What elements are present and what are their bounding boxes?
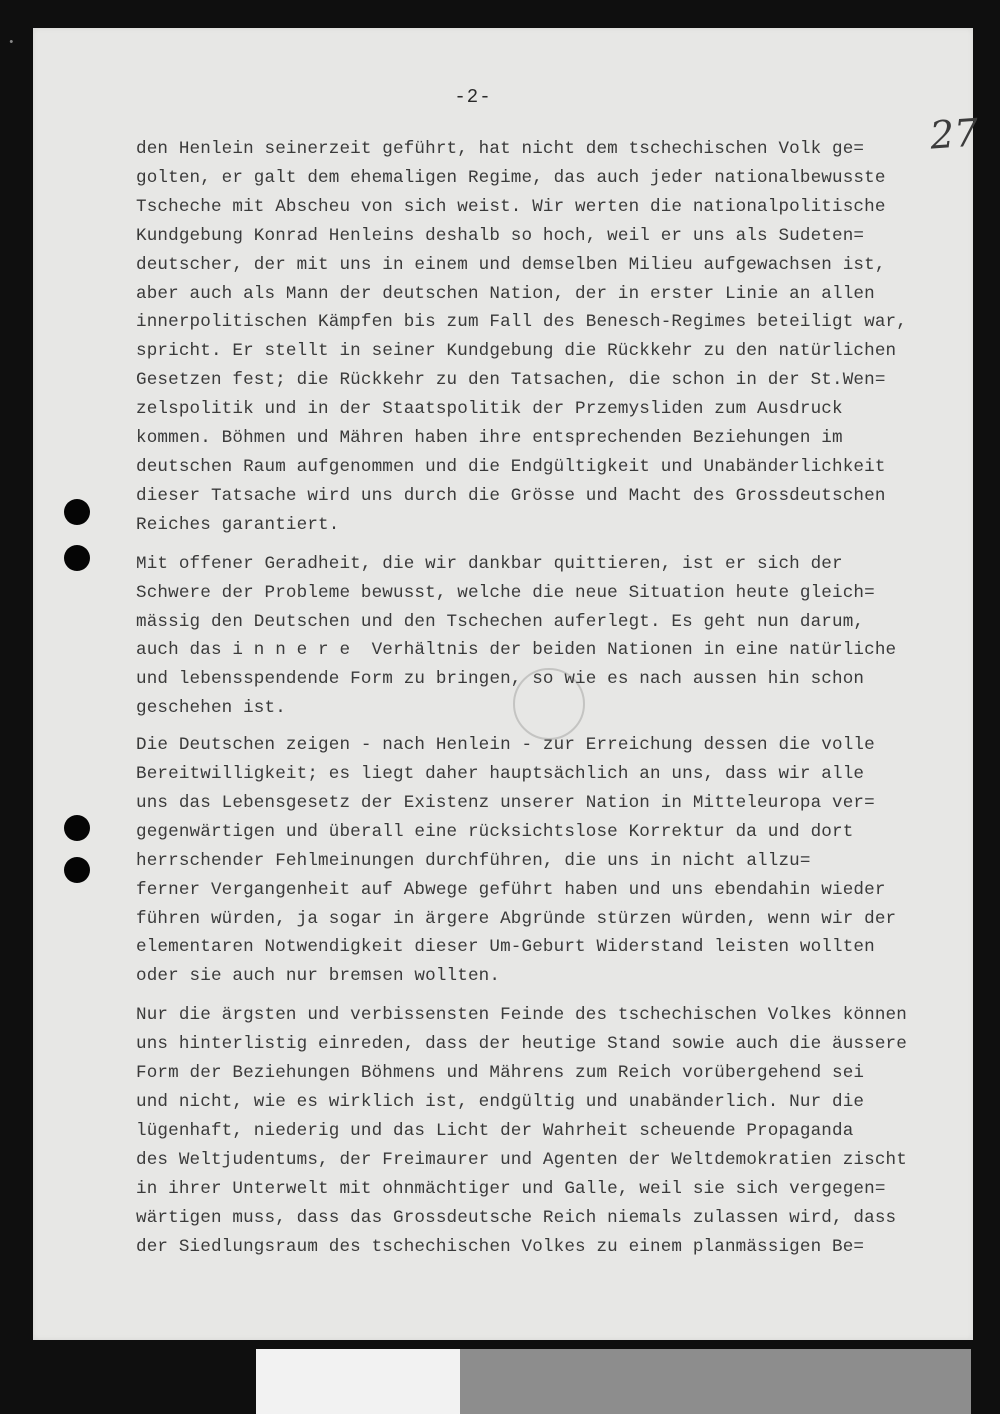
text-line: mässig den Deutschen und den Tschechen auferlegt. Es geht nun darum, bbox=[136, 611, 865, 632]
text-line: des Weltjudentums, der Freimaurer und Agenten der Weltdemokratien zischt bbox=[136, 1149, 907, 1170]
text-line: zelspolitik und in der Staatspolitik der Przemysliden zum Ausdruck bbox=[136, 399, 843, 420]
text-line: auch das i n n e r e Verhältnis der beiden Nationen in eine natürliche bbox=[136, 640, 897, 661]
text-line: geschehen ist. bbox=[136, 698, 286, 719]
paragraph-4 bbox=[136, 1001, 956, 1261]
text-line: deutschen Raum aufgenommen und die Endgültigkeit und Unabänderlichkeit bbox=[136, 456, 886, 477]
text-line: Mit offener Geradheit, die wir dankbar quittieren, ist er sich der bbox=[136, 553, 843, 574]
text-line: aber auch als Mann der deutschen Nation, der in erster Linie an allen bbox=[136, 283, 875, 304]
text-line: gegenwärtigen und überall eine rücksichtslose Korrektur da und dort bbox=[136, 821, 854, 842]
punch-hole bbox=[64, 545, 90, 571]
document-page bbox=[33, 28, 980, 1340]
text-line: Reiches garantiert. bbox=[136, 514, 340, 535]
gray-patch bbox=[460, 1349, 971, 1414]
text-line: herrschender Fehlmeinungen durchführen, die uns in nicht allzu= bbox=[136, 850, 811, 871]
paragraph-1 bbox=[136, 135, 956, 540]
text-line: Gesetzen fest; die Rückkehr zu den Tatsachen, die schon in der St.Wen= bbox=[136, 370, 886, 391]
text-line: Nur die ärgsten und verbissensten Feinde des tschechischen Volkes können bbox=[136, 1005, 907, 1026]
text-line: golten, er galt dem ehemaligen Regime, das auch jeder nationalbewusste bbox=[136, 167, 886, 188]
margin-mark: • bbox=[8, 37, 15, 49]
text-line: dieser Tatsache wird uns durch die Grösse und Macht des Grossdeutschen bbox=[136, 485, 886, 506]
paragraph-3 bbox=[136, 731, 956, 991]
text-line: uns hinterlistig einreden, dass der heutige Stand sowie auch die äussere bbox=[136, 1034, 907, 1055]
text-line: kommen. Böhmen und Mähren haben ihre entsprechenden Beziehungen im bbox=[136, 428, 843, 449]
text-line: elementaren Notwendigkeit dieser Um-Geburt Widerstand leisten wollten bbox=[136, 937, 875, 958]
text-line: den Henlein seinerzeit geführt, hat nicht dem tschechischen Volk ge= bbox=[136, 139, 865, 159]
text-line: innerpolitischen Kämpfen bis zum Fall des Benesch-Regimes beteiligt war, bbox=[136, 312, 907, 333]
text-line: Bereitwilligkeit; es liegt daher hauptsächlich an uns, dass wir alle bbox=[136, 764, 865, 785]
document-body bbox=[136, 135, 956, 1269]
scan-calibration-strip bbox=[256, 1349, 971, 1414]
text-line: und lebensspendende Form zu bringen, so wie es nach aussen hin schon bbox=[136, 669, 865, 690]
text-line: Die Deutschen zeigen - nach Henlein - zur Erreichung dessen die volle bbox=[136, 735, 875, 756]
text-line: in ihrer Unterwelt mit ohnmächtiger und Galle, weil sie sich vergegen= bbox=[136, 1178, 886, 1199]
text-line: führen würden, ja sogar in ärgere Abgründe stürzen würden, wenn wir der bbox=[136, 908, 897, 929]
text-line: der Siedlungsraum des tschechischen Volkes zu einem planmässigen Be= bbox=[136, 1236, 865, 1257]
text-line: oder sie auch nur bremsen wollten. bbox=[136, 966, 501, 987]
archive-folio-number: 27 bbox=[928, 110, 980, 158]
text-line: lügenhaft, niederig und das Licht der Wahrheit scheuende Propaganda bbox=[136, 1120, 854, 1141]
text-line: spricht. Er stellt in seiner Kundgebung die Rückkehr zu den natürlichen bbox=[136, 341, 897, 362]
page-number: -2- bbox=[454, 86, 492, 108]
white-patch bbox=[256, 1349, 460, 1414]
text-line: Kundgebung Konrad Henleins deshalb so hoch, weil er uns als Sudeten= bbox=[136, 225, 865, 246]
text-line: ferner Vergangenheit auf Abwege geführt haben und uns ebendahin wieder bbox=[136, 879, 886, 900]
text-line: und nicht, wie es wirklich ist, endgültig und unabänderlich. Nur die bbox=[136, 1092, 865, 1112]
text-line: deutscher, der mit uns in einem und demselben Milieu aufgewachsen ist, bbox=[136, 254, 886, 275]
punch-hole bbox=[64, 499, 90, 525]
paragraph-2 bbox=[136, 550, 956, 723]
punch-hole bbox=[64, 815, 90, 841]
text-line: wärtigen muss, dass das Grossdeutsche Reich niemals zulassen wird, dass bbox=[136, 1207, 897, 1228]
text-line: Schwere der Probleme bewusst, welche die neue Situation heute gleich= bbox=[136, 582, 875, 603]
text-line: Form der Beziehungen Böhmens und Mährens zum Reich vorübergehend sei bbox=[136, 1063, 865, 1084]
punch-hole bbox=[64, 857, 90, 883]
text-line: Tscheche mit Abscheu von sich weist. Wir werten die nationalpolitische bbox=[136, 196, 886, 217]
text-line: uns das Lebensgesetz der Existenz unserer Nation in Mitteleuropa ver= bbox=[136, 792, 875, 813]
